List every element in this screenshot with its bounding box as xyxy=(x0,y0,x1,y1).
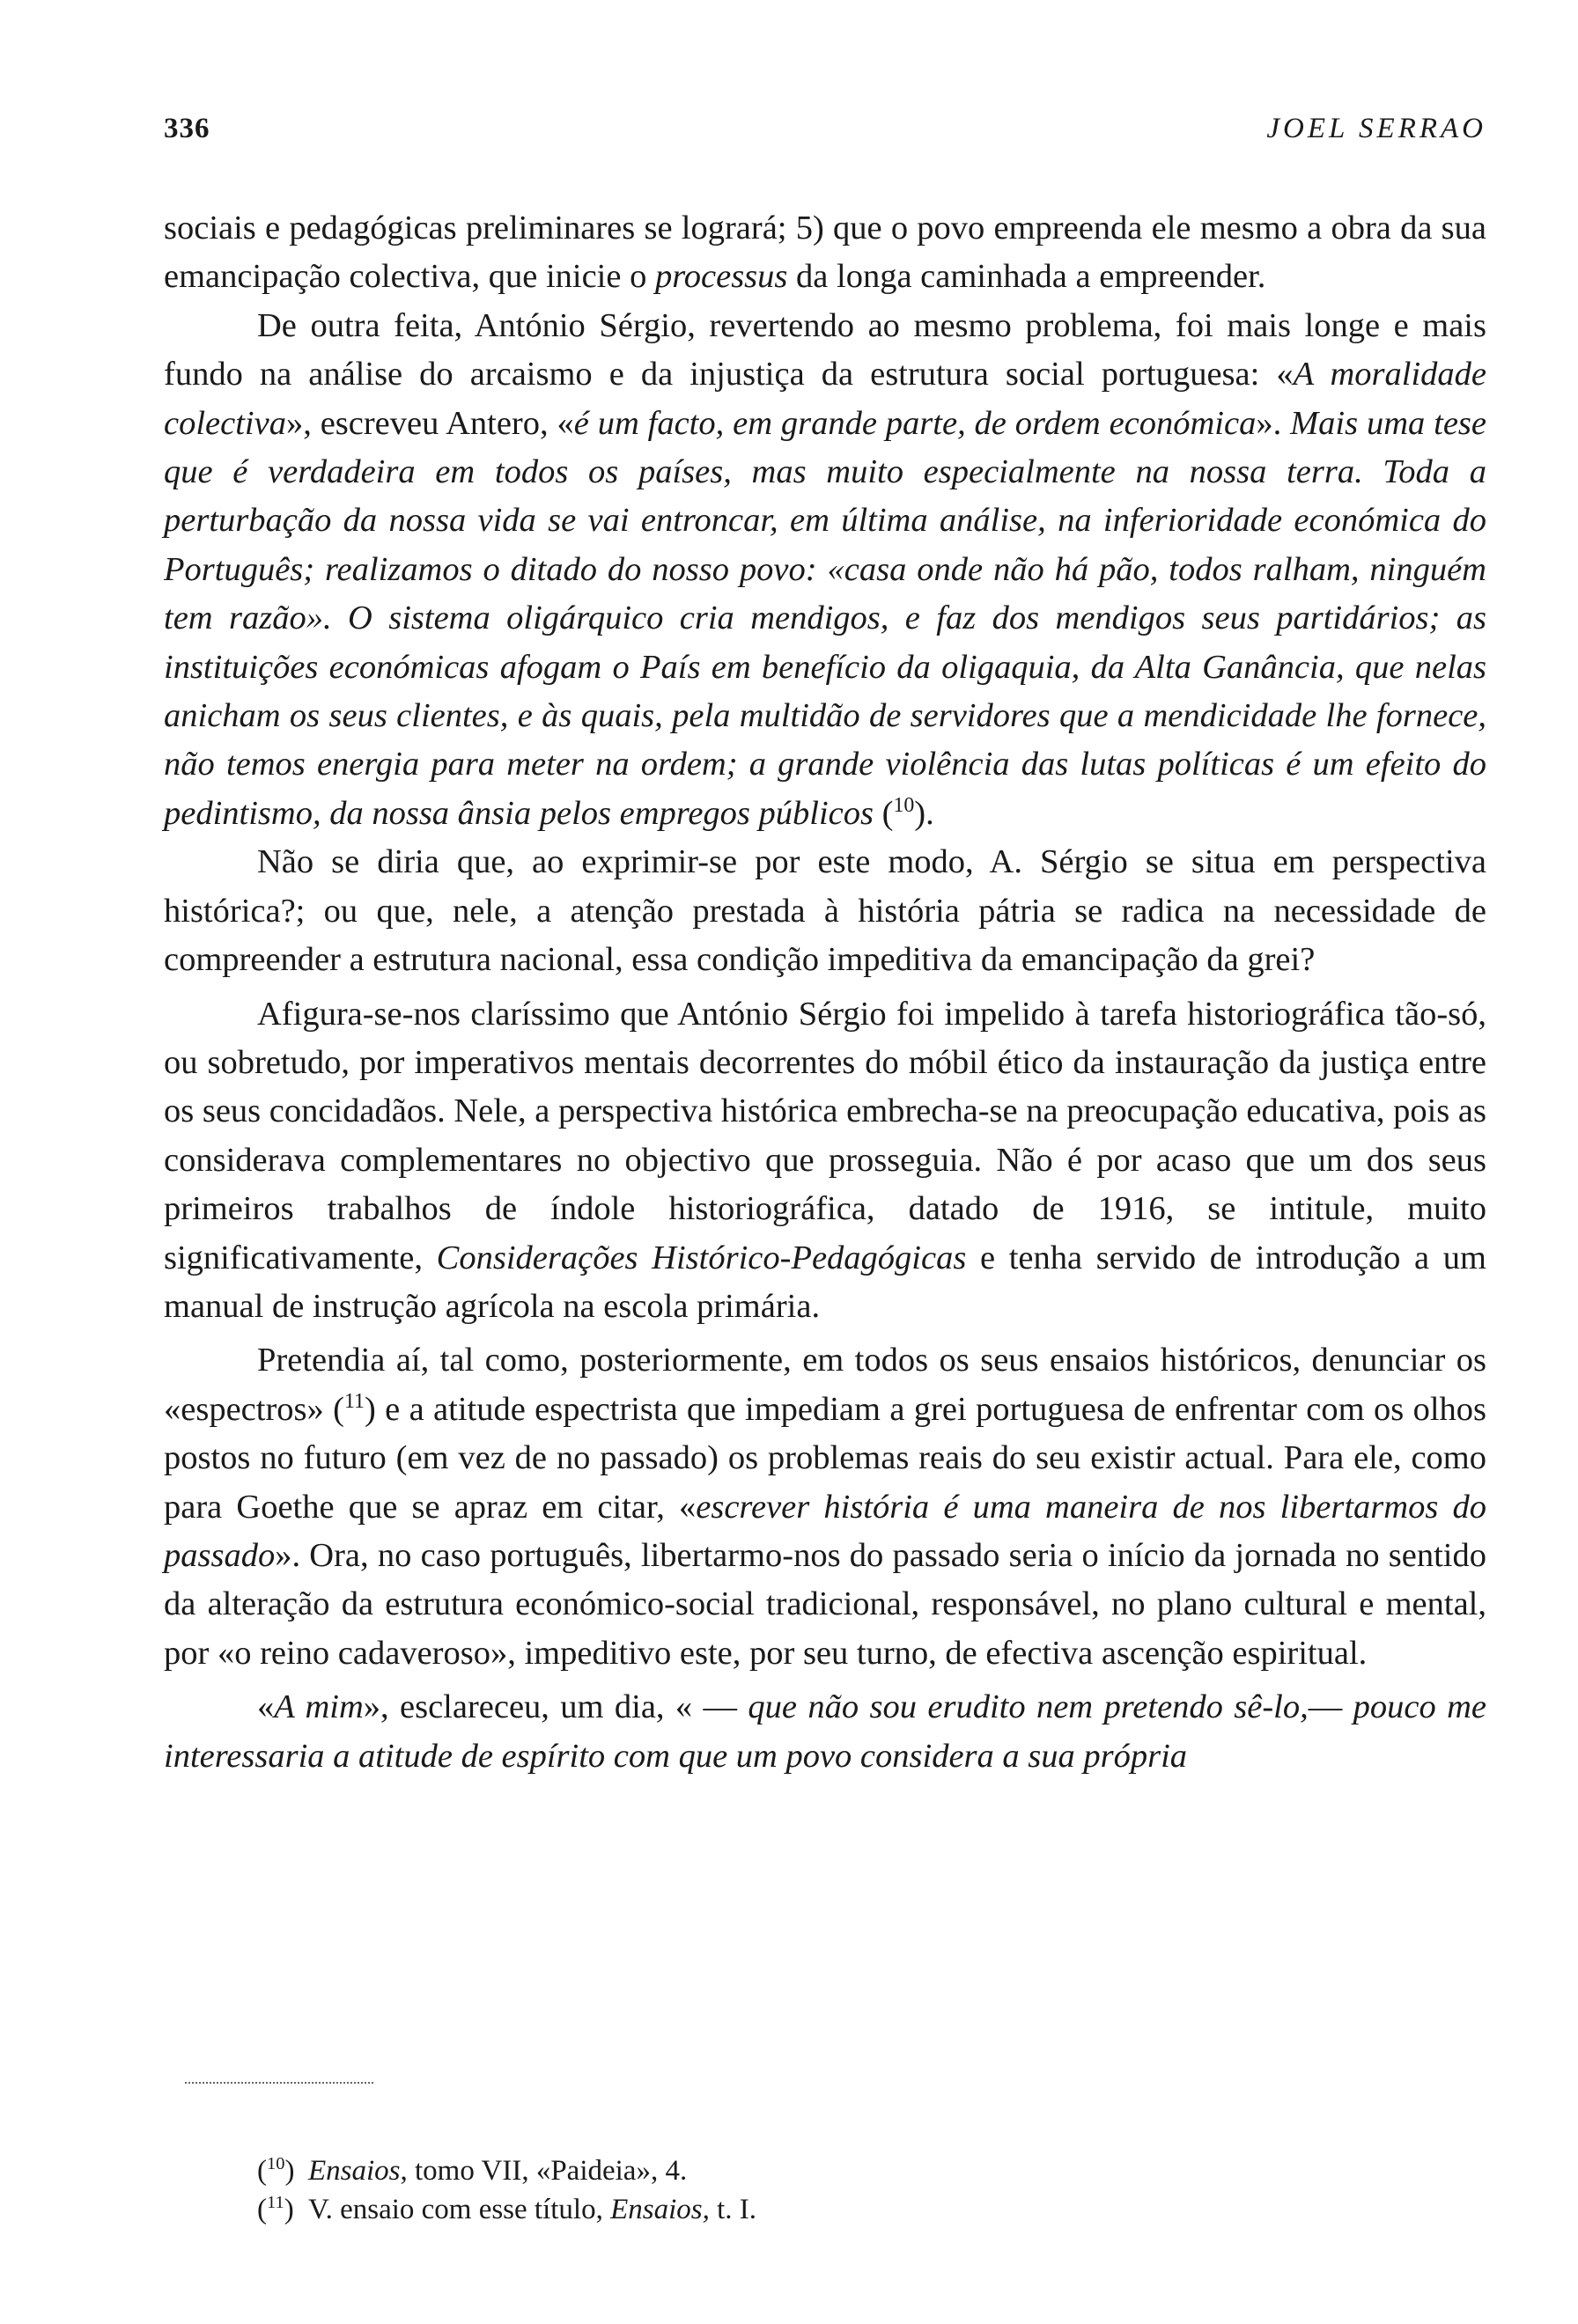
paragraph-text: », escreveu Antero, « xyxy=(285,404,574,442)
paragraph-text: », esclareceu, um dia, « — xyxy=(363,1688,748,1726)
paragraph-italic-text: escrever história é uma maneira de nos libertarmos do passado xyxy=(164,1488,1486,1574)
footnote-text xyxy=(308,2155,687,2187)
paragraph-text: ). xyxy=(914,794,934,832)
paragraph-text: Afigura-se-nos claríssimo que António Sérgio foi impelido à tarefa historiográfica tão-só, ou sobretudo, por imperativos mentais decorrentes do móbil ético da instauração da justiça entre os seus concidadãos. Nele, a perspectiva histórica embrecha-se na preocupação educativa, pois as considerava complementares no objectivo que prosseguia. Não é por acaso que um dos seus primeiros trabalhos de índole historiográfica, datado de 1916, se intitule, muito significativamente, xyxy=(164,995,1486,1276)
footnote-number: ($^{10}$) xyxy=(257,2154,295,2187)
footnotes xyxy=(257,2151,1402,2229)
paragraph xyxy=(164,204,1486,302)
footnote-text xyxy=(308,2194,756,2225)
paragraph-text: Pretendia aí, tal como, posteriormente, em todos os seus ensaios históricos, denunciar os «espectros» ( xyxy=(164,1342,1486,1428)
page-header xyxy=(164,113,1486,153)
paragraph-text: sociais e pedagógicas preliminares se logrará; 5) que o povo empreenda ele mesmo a obra da sua emancipação colectiva, que inicie o xyxy=(164,210,1486,296)
footnote-italic-text: Ensaios xyxy=(308,2155,401,2187)
paragraph-italic-text: A moralidade colectiva xyxy=(164,356,1486,442)
paragraph-italic-text: é um facto, em grande parte, de ordem económica xyxy=(573,404,1257,442)
paragraph-text: ( xyxy=(873,794,894,832)
paragraph xyxy=(164,302,1486,838)
paragraph-text: ». Ora, no caso português, libertarmo-nos do passado seria o início da jornada no sentido da alteração da estrutura económico-social tradicional, responsável, no plano cultural e mental, por «o reino cadaveroso», impeditivo este, por seu turno, de efectiva ascenção espiritual. xyxy=(164,1536,1486,1672)
paragraph-text: De outra feita, António Sérgio, revertendo ao mesmo problema, foi mais longe e mais fundo na análise do arcaismo e da injustiça da estrutura social portuguesa: « xyxy=(164,306,1486,393)
paragraph xyxy=(164,990,1486,1332)
paragraph xyxy=(164,1336,1486,1678)
paragraph-text: — xyxy=(1308,1688,1353,1726)
paragraph-italic-text: Mais uma tese que é verdadeira em todos os países, mas muito especialmente na nossa terra. Toda a perturbação da nossa vida se vai entroncar, em última análise, na inferioridade económica do Português; realizamos o ditado do nosso povo: «casa onde não há pão, todos ralham, ninguém tem razão». O sistema oligárquico cria mendigos, e faz dos mendigos seus partidários; as instituições económicas afogam o País em benefício da oligaquia, da Alta Ganância, que nelas anicham os seus clientes, e às quais, pela multidão de servidores que a mendicidade lhe fornece, não temos energia para meter na ordem; a grande violência das lutas políticas é um efeito do pedintismo, da nossa ânsia pelos empregos públicos xyxy=(164,404,1486,832)
footnote-number: ($^{11}$) xyxy=(257,2193,294,2225)
footnote-reference: 10 xyxy=(893,794,915,818)
running-head: JOEL SERRAO xyxy=(1266,113,1486,144)
footnote xyxy=(257,2190,1402,2229)
footnote-text: , tomo VII, «Paideia», 4. xyxy=(400,2155,688,2187)
paragraph-text: e tenha servido de introdução a um manual de instrução agrícola na escola primária. xyxy=(164,1239,1487,1325)
footnote-text: t. I. xyxy=(709,2194,757,2225)
paragraph-italic-text: processus xyxy=(654,258,788,296)
paragraph-text: da longa caminhada a empreender. xyxy=(787,258,1266,296)
paragraph-italic-text: que não sou erudito nem pretendo sê-lo, xyxy=(748,1688,1309,1726)
footnote-reference: 11 xyxy=(343,1389,365,1413)
paragraph xyxy=(164,838,1486,984)
paragraph-text: ) e a atitude espectrista que impediam a grei portuguesa de enfrentar com os olhos postos no futuro (em vez de no passado) os problemas reais do seu existir actual. Para ele, como para Goethe que se apraz em citar, « xyxy=(164,1390,1486,1526)
paragraph-italic-text: Considerações Histórico-Pedagógicas xyxy=(436,1239,967,1276)
page-number: 336 xyxy=(164,113,210,144)
paragraph-italic-text: A mim xyxy=(274,1688,364,1726)
paragraph xyxy=(164,1683,1486,1781)
footnote-italic-text: Ensaios, xyxy=(610,2194,710,2225)
footnote-text: V. ensaio com esse título, xyxy=(308,2194,611,2225)
paragraph-italic-text: pouco me interessaria a atitude de espírito com que um povo considera a sua própria xyxy=(164,1688,1487,1775)
paragraph-text: ». xyxy=(1256,404,1291,442)
footnote xyxy=(257,2151,1402,2190)
body-text xyxy=(164,204,1486,1781)
footnote-separator xyxy=(185,2082,373,2084)
paragraph-text: Não se diria que, ao exprimir-se por este modo, A. Sérgio se situa em perspectiva histórica?; ou que, nele, a atenção prestada à história pátria se radica na necessidade de compreender a estrutura nacional, essa condição impeditiva da emancipação da grei? xyxy=(164,843,1486,979)
paragraph-text: « xyxy=(257,1688,275,1726)
